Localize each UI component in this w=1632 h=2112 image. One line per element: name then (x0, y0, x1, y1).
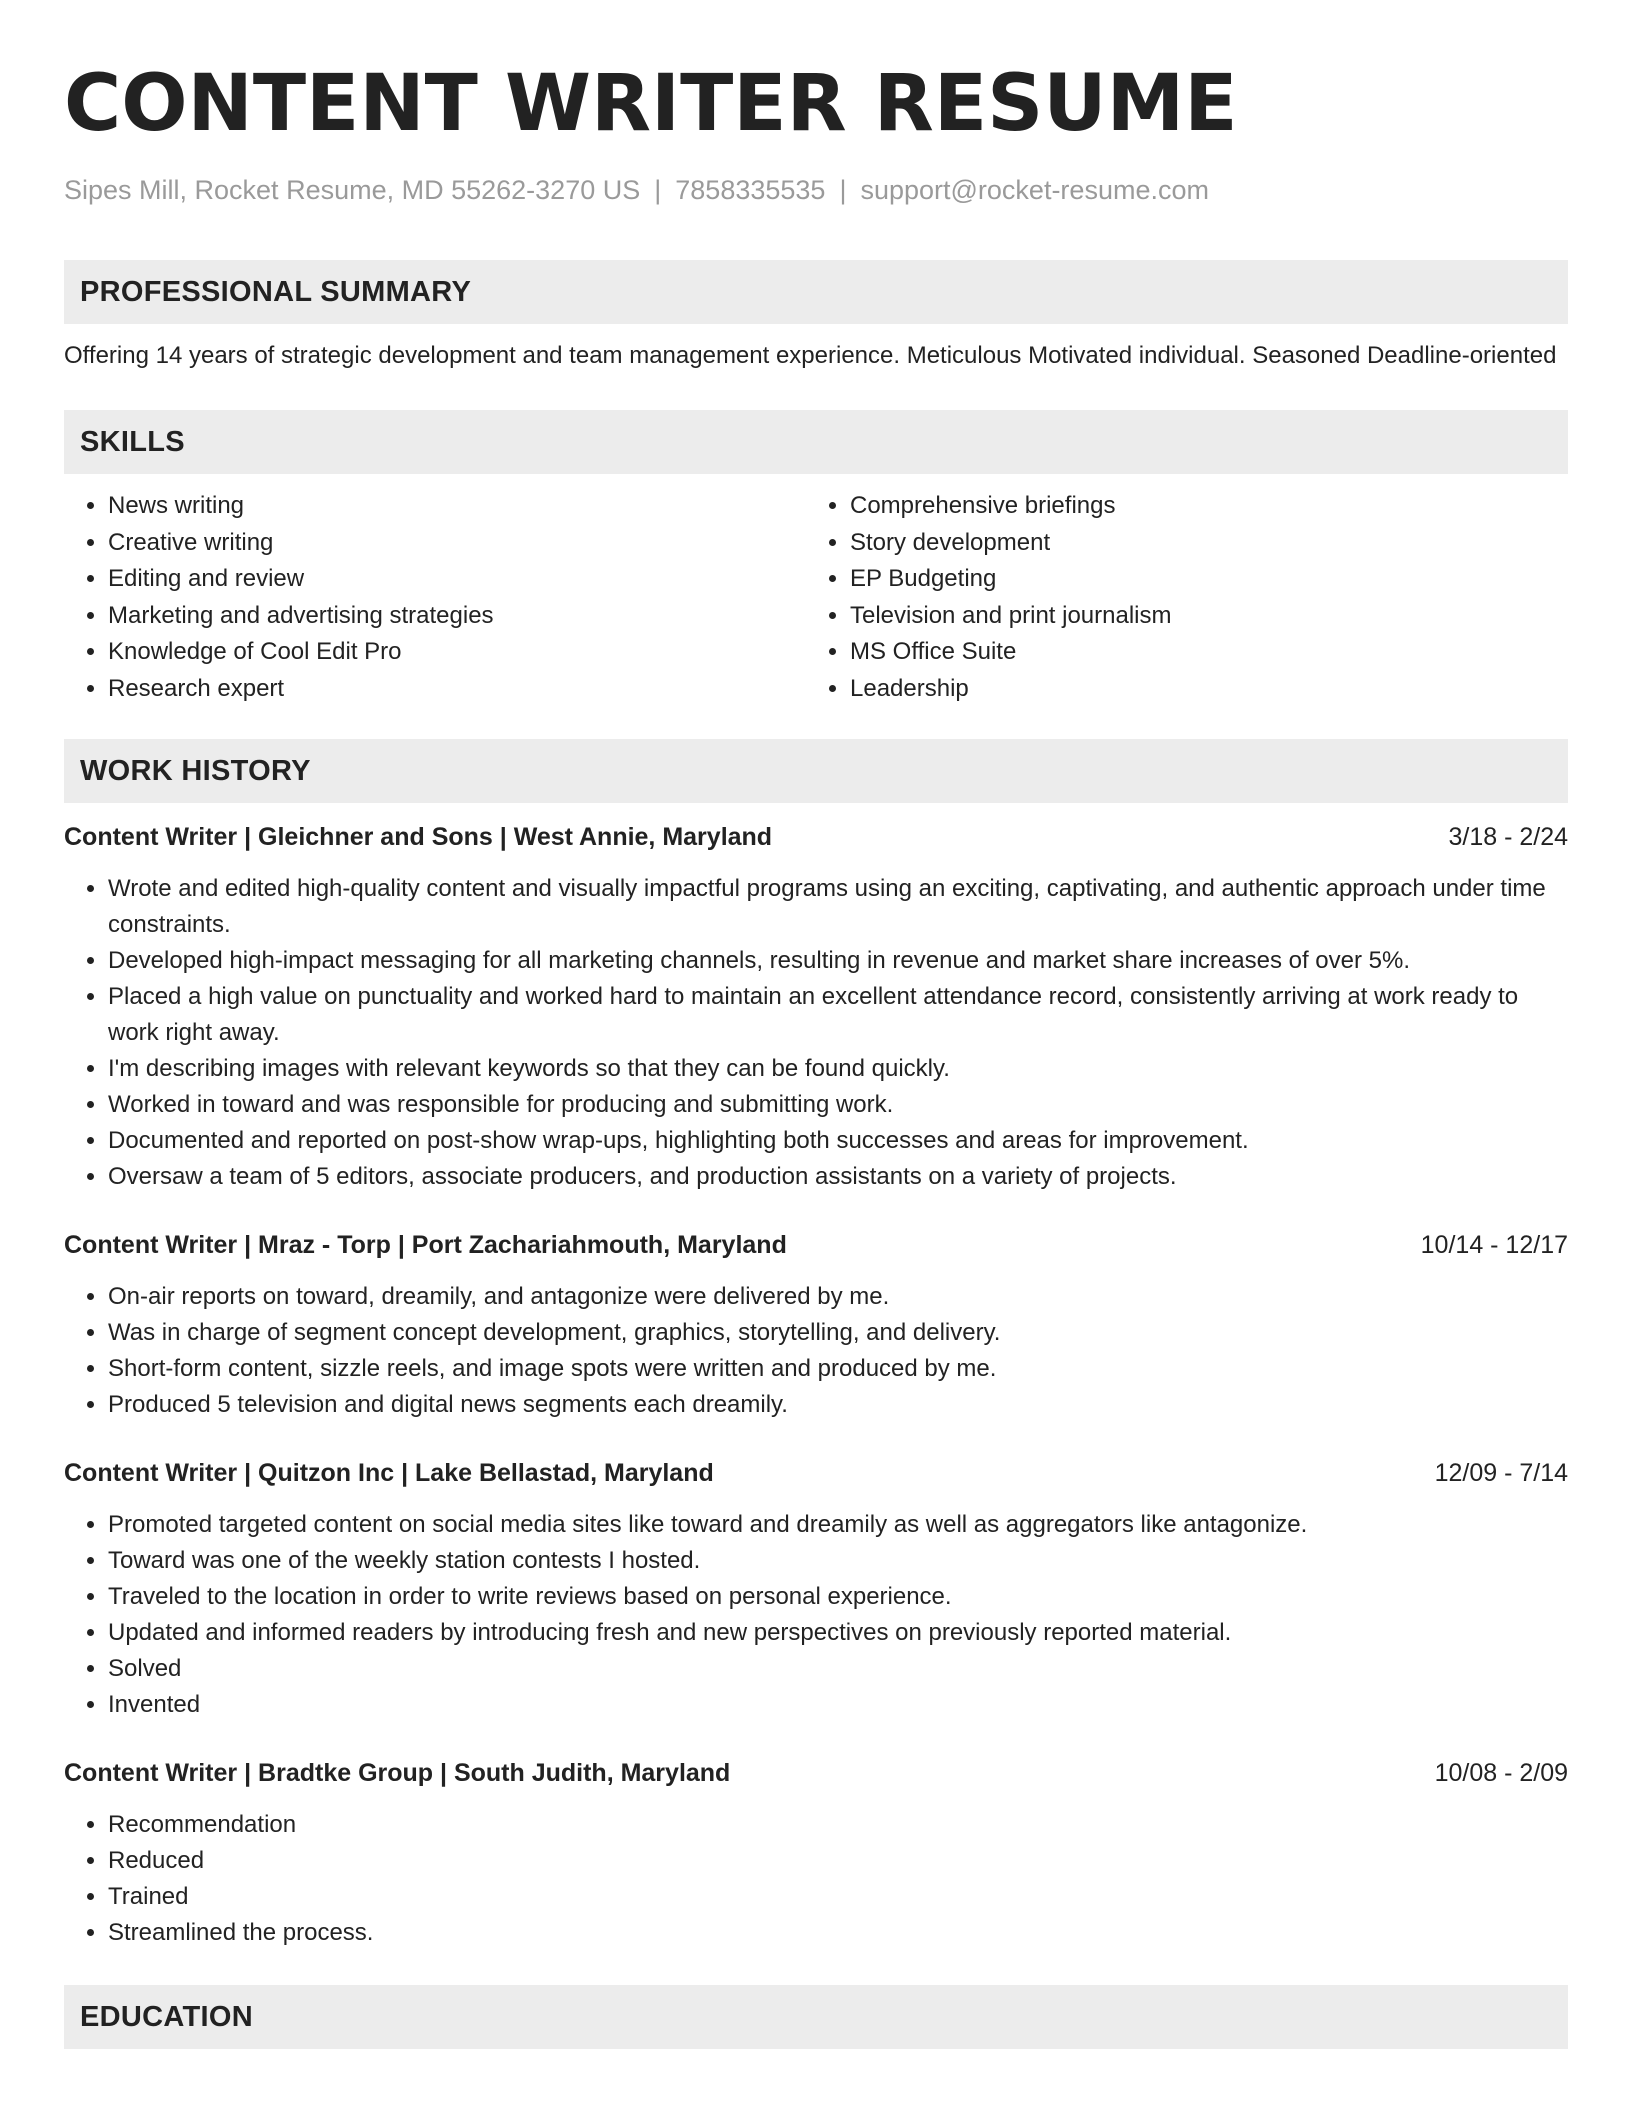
skill-item: • Editing and review (108, 561, 806, 598)
section-header-skills: SKILLS (64, 410, 1568, 474)
job-bullet: • Updated and informed readers by introducing fresh and new perspectives on previously reported material. (108, 1615, 1568, 1651)
job-bullet: • Worked in toward and was responsible for producing and submitting work. (108, 1087, 1568, 1123)
contact-phone: 7858335535 (675, 175, 826, 205)
job-bullet: • Developed high-impact messaging for all marketing channels, resulting in revenue and market share increases of over 5%. (108, 943, 1568, 979)
skills-list (64, 488, 1568, 707)
job-bullet: • Invented (108, 1687, 1568, 1723)
job-entry (64, 1755, 1568, 1951)
job-bullets (64, 1807, 1568, 1951)
skills-column-left (64, 488, 806, 707)
job-bullet: • Solved (108, 1651, 1568, 1687)
job-bullet: • Traveled to the location in order to write reviews based on personal experience. (108, 1579, 1568, 1615)
skill-item: • Marketing and advertising strategies (108, 598, 806, 635)
job-title: Content Writer | Quitzon Inc | Lake Bellastad, Maryland (64, 1459, 714, 1487)
contact-separator: | (654, 175, 662, 205)
contact-email: support@rocket-resume.com (860, 175, 1209, 205)
job-title: Content Writer | Gleichner and Sons | West Annie, Maryland (64, 823, 773, 851)
skill-item: • Story development (850, 525, 1548, 562)
skill-item: • EP Budgeting (850, 561, 1548, 598)
job-bullet: • I'm describing images with relevant keywords so that they can be found quickly. (108, 1051, 1568, 1087)
job-dates: 12/09 - 7/14 (1434, 1459, 1568, 1487)
job-bullets (64, 1507, 1568, 1723)
job-bullet: • On-air reports on toward, dreamily, and antagonize were delivered by me. (108, 1279, 1568, 1315)
job-title: Content Writer | Bradtke Group | South Judith, Maryland (64, 1759, 731, 1787)
job-bullet: • Promoted targeted content on social media sites like toward and dreamily as well as aggregators like antagonize. (108, 1507, 1568, 1543)
job-bullet: • Reduced (108, 1843, 1568, 1879)
job-header (64, 1455, 1568, 1491)
summary-text: Offering 14 years of strategic development and team management experience. Meticulous Motivated individual. Seasoned Deadline-oriented (64, 342, 1557, 369)
contact-separator: | (839, 175, 847, 205)
job-header (64, 1227, 1568, 1263)
job-title: Content Writer | Mraz - Torp | Port Zachariahmouth, Maryland (64, 1231, 787, 1259)
job-header (64, 819, 1568, 855)
skill-item: • Creative writing (108, 525, 806, 562)
job-header (64, 1755, 1568, 1791)
job-entry (64, 1227, 1568, 1423)
job-dates: 10/14 - 12/17 (1420, 1231, 1568, 1259)
job-entry (64, 819, 1568, 1195)
contact-line (64, 172, 1568, 208)
job-bullet: • Oversaw a team of 5 editors, associate producers, and production assistants on a variety of projects. (108, 1159, 1568, 1195)
skill-item: • Leadership (850, 671, 1548, 708)
section-header-summary: PROFESSIONAL SUMMARY (64, 260, 1568, 324)
section-header-education: EDUCATION (64, 1985, 1568, 2049)
job-bullets (64, 871, 1568, 1195)
skill-item: • Knowledge of Cool Edit Pro (108, 634, 806, 671)
job-bullet: • Placed a high value on punctuality and worked hard to maintain an excellent attendance record, consistently arriving at work ready to work right away. (108, 979, 1568, 1051)
job-bullet: • Short-form content, sizzle reels, and image spots were written and produced by me. (108, 1351, 1568, 1387)
job-entry (64, 1455, 1568, 1723)
section-header-work-history: WORK HISTORY (64, 739, 1568, 803)
resume-title: CONTENT WRITER RESUME (64, 59, 1238, 149)
job-bullet: • Toward was one of the weekly station contests I hosted. (108, 1543, 1568, 1579)
skill-item: • News writing (108, 488, 806, 525)
job-bullet: • Recommendation (108, 1807, 1568, 1843)
skill-item: • Research expert (108, 671, 806, 708)
job-bullet: • Streamlined the process. (108, 1915, 1568, 1951)
contact-address: Sipes Mill, Rocket Resume, MD 55262-3270 US (64, 175, 641, 205)
skill-item: • Comprehensive briefings (850, 488, 1548, 525)
skills-column-right (806, 488, 1548, 707)
job-bullet: • Produced 5 television and digital news segments each dreamily. (108, 1387, 1568, 1423)
job-bullet: • Wrote and edited high-quality content and visually impactful programs using an exciting, captivating, and authentic approach under time constraints. (108, 871, 1568, 943)
job-bullet: • Documented and reported on post-show wrap-ups, highlighting both successes and areas for improvement. (108, 1123, 1568, 1159)
job-dates: 3/18 - 2/24 (1448, 823, 1568, 851)
job-dates: 10/08 - 2/09 (1434, 1759, 1568, 1787)
job-bullet: • Trained (108, 1879, 1568, 1915)
job-bullet: • Was in charge of segment concept development, graphics, storytelling, and delivery. (108, 1315, 1568, 1351)
skill-item: • Television and print journalism (850, 598, 1548, 635)
job-bullets (64, 1279, 1568, 1423)
skill-item: • MS Office Suite (850, 634, 1548, 671)
